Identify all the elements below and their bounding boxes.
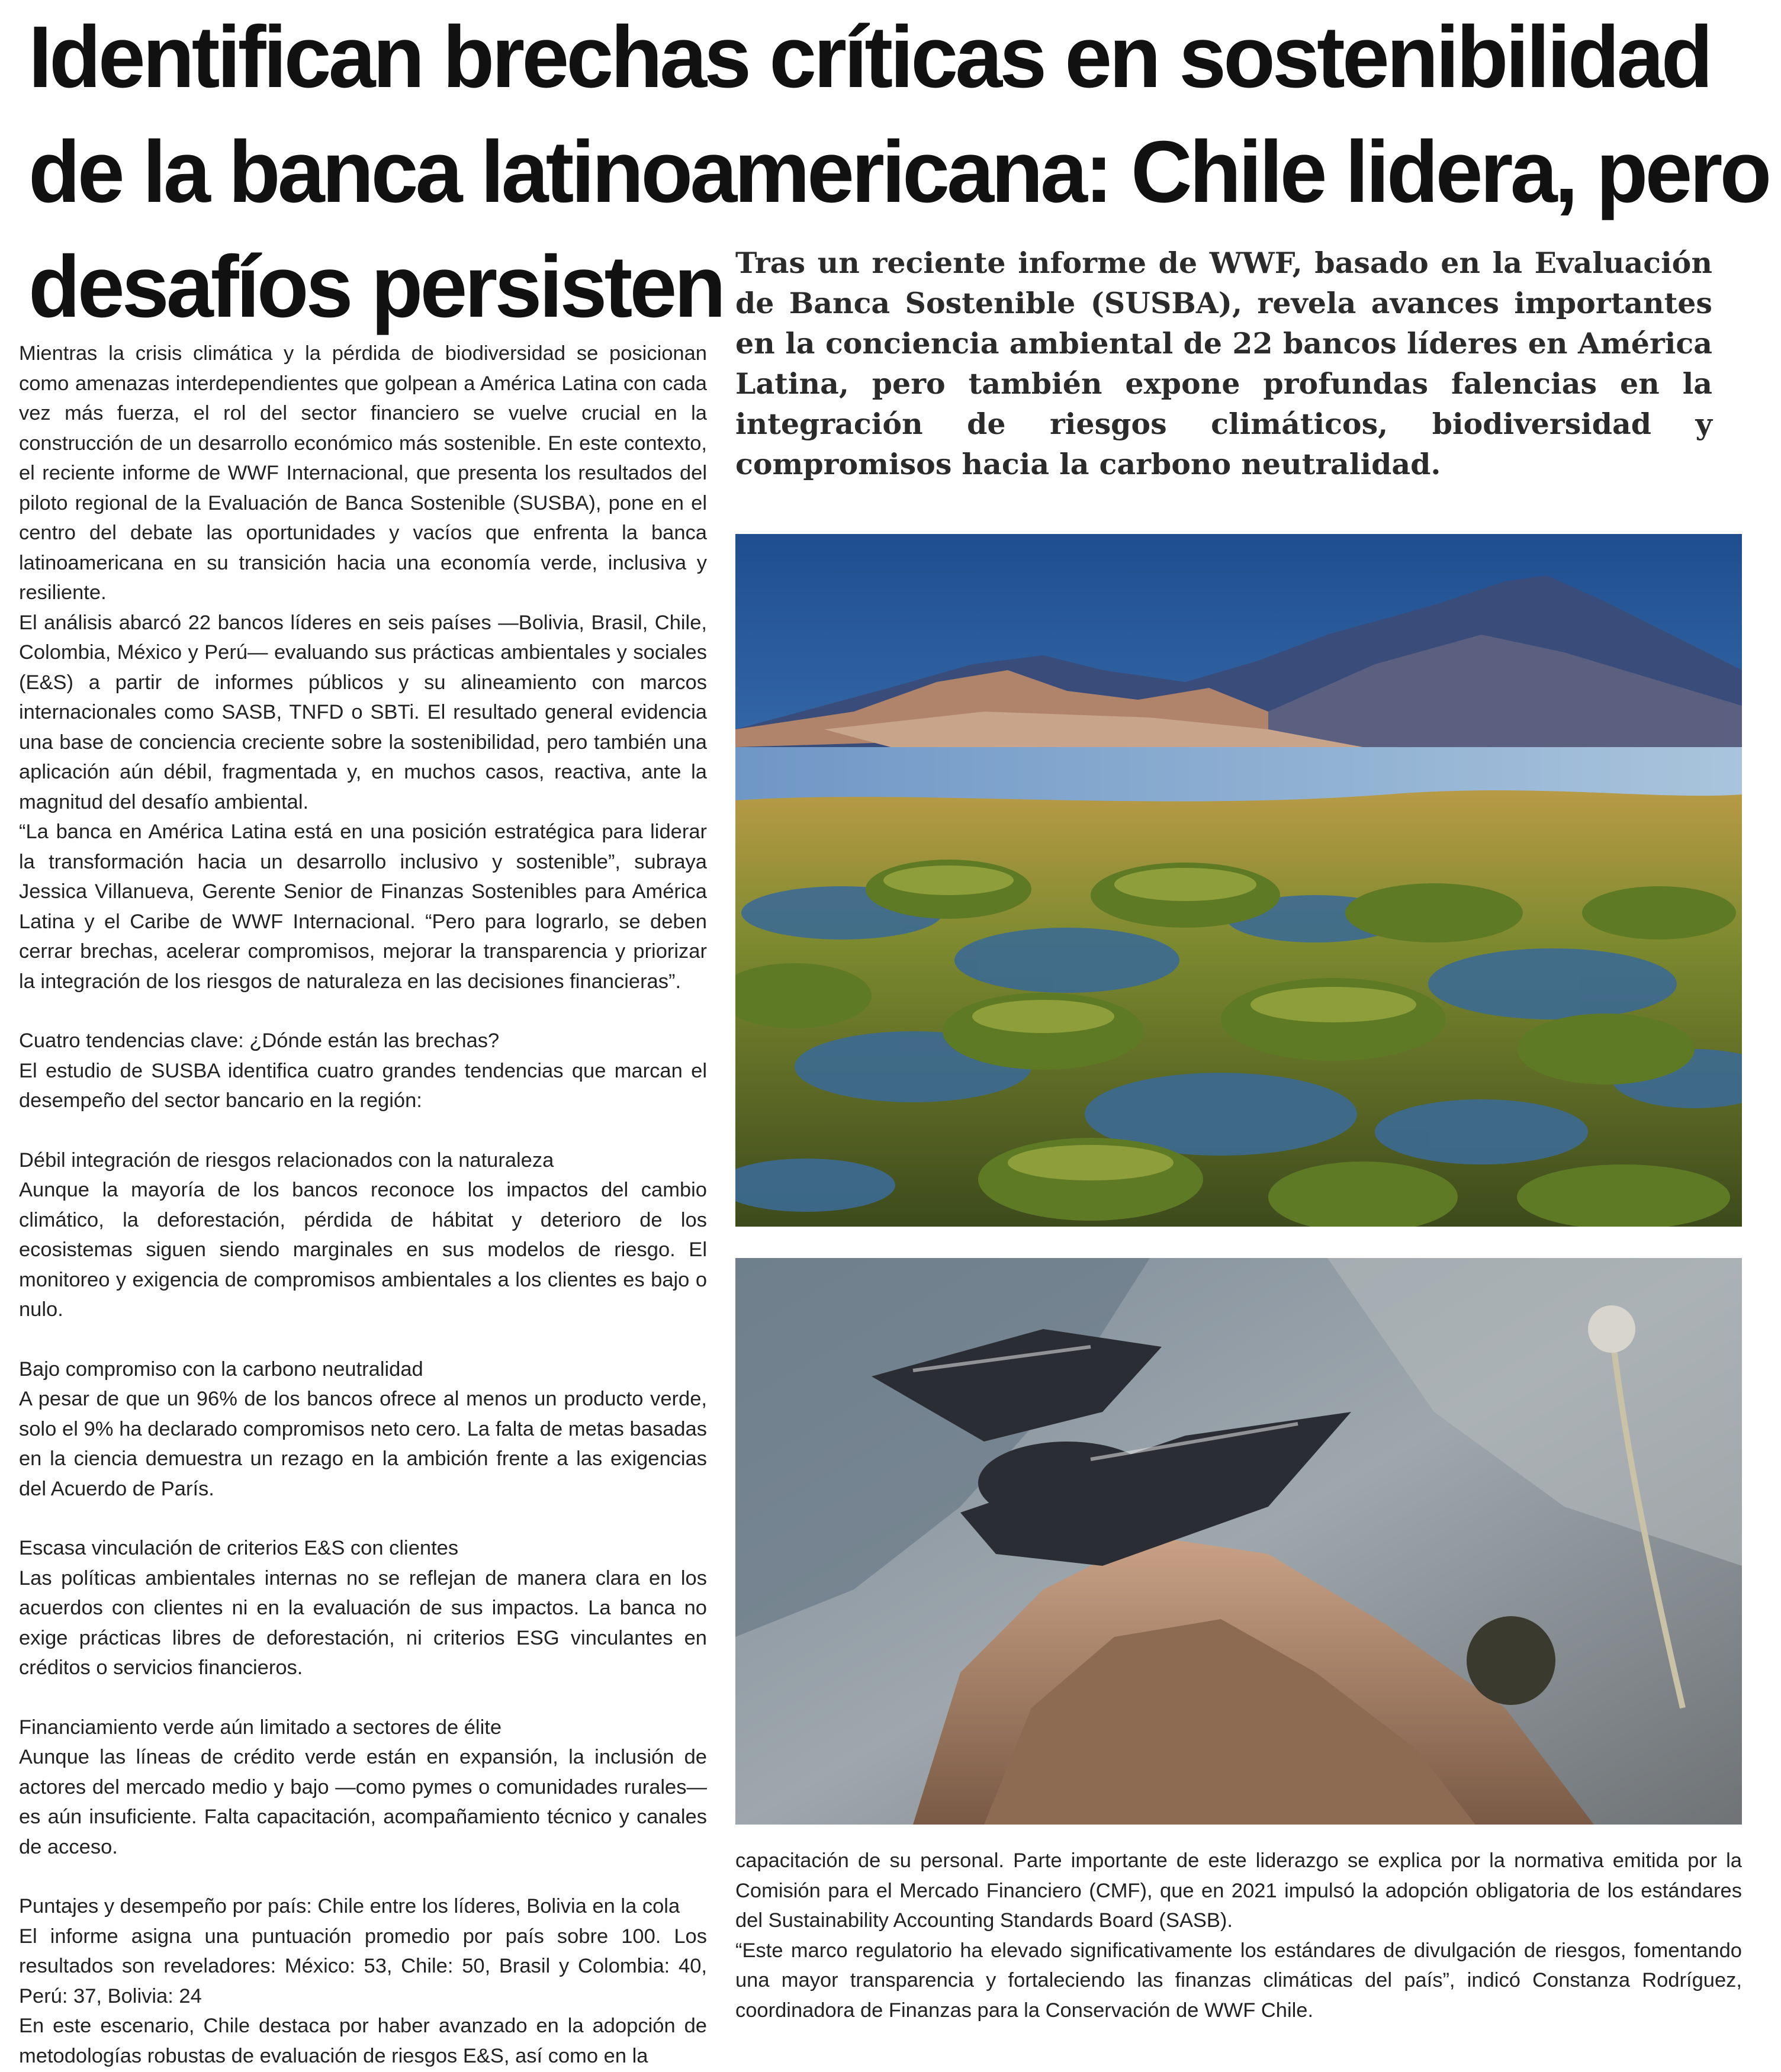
intro-paragraph: Mientras la crisis climática y la pérdida de biodiversidad se posicionan como amenazas interdependientes que golpean a América Latina con cada vez más fuerza, el rol del sector financiero se vuelve crucial en la construcción de un desarrollo económico más sostenible. En este contexto, el reciente informe de WWF Internacional, que presenta los resultados del piloto regional de la Evaluación de Banca Sostenible (SUSBA), pone en el centro del debate las oportunidades y vacíos que enfrenta la banca latinoamericana en su transición hacia una economía verde, inclusiva y resiliente. <box>19 342 707 604</box>
article-lead <box>735 243 1712 484</box>
title-line: de la banca latinoamericana: Chile lidera, pero <box>28 123 1769 221</box>
spacer <box>19 1862 707 1891</box>
lead-text: Tras un reciente informe de WWF, basado en la Evaluación de Banca Sostenible (SUSBA), revela avances importantes en la conciencia ambiental de 22 bancos líderes en América Latina, pero también expone profundas falencias en la integración de riesgos climáticos, biodiversidad y compromisos hacia la carbono neutralidad. <box>735 246 1712 481</box>
trend-body: Aunque la mayoría de los bancos reconoce los impactos del cambio climático, la deforestación, pérdida de hábitat y deterioro de los ecosistemas siguen siendo marginales en sus modelos de riesgo. El monitoreo y exigencia de compromisos ambientales a los clientes es bajo o nulo. <box>19 1179 707 1321</box>
intro-paragraph: “La banca en América Latina está en una posición estratégica para liderar la transformación hacia un desarrollo inclusivo y sostenible”, subraya Jessica Villanueva, Gerente Senior de Finanzas Sostenibles para América Latina y el Caribe de WWF Internacional. “Pero para lograrlo, se deben cerrar brechas, acelerar compromisos, mejorar la transparencia y priorizar la integración de los riesgos de naturaleza en las decisiones financieras”. <box>19 821 707 993</box>
trend-body: A pesar de que un 96% de los bancos ofrece al menos un producto verde, solo el 9% ha declarado compromisos neto cero. La falta de metas basadas en la ciencia demuestra un rezago en la ambición frente a las exigencias del Acuerdo de París. <box>19 1388 707 1500</box>
spacer <box>19 996 707 1026</box>
scores-paragraph: El informe asigna una puntuación promedio por país sobre 100. Los resultados son reveladores: México: 53, Chile: 50, Brasil y Colombia: 40, Perú: 37, Bolivia: 24 <box>19 1925 707 2007</box>
title-line: desafíos persisten <box>28 238 724 336</box>
spacer <box>19 1504 707 1533</box>
intro-paragraph: El análisis abarcó 22 bancos líderes en seis países —Bolivia, Brasil, Chile, Colombia, México y Perú— evaluando sus prácticas ambientales y sociales (E&S) a partir de informes públicos y su alineamiento con marcos internacionales como SASB, TNFD o SBTi. El resultado general evidencia una base de conciencia creciente sobre la sostenibilidad, pero también una aplicación aún débil, fragmentada y, en muchos casos, reactiva, ante la magnitud del desafío ambiental. <box>19 611 707 813</box>
trends-heading: Cuatro tendencias clave: ¿Dónde están las brechas? <box>19 1029 500 1052</box>
spacer <box>19 1325 707 1354</box>
altiplano-wetland-photo <box>735 534 1742 1227</box>
trend-heading: Escasa vinculación de criterios E&S con clientes <box>19 1537 459 1559</box>
scores-heading: Puntajes y desempeño por país: Chile entre los líderes, Bolivia en la cola <box>19 1895 680 1917</box>
continuation-paragraph: capacitación de su personal. Parte importante de este liderazgo se explica por la normativa emitida por la Comisión para el Mercado Financiero (CMF), que en 2021 impulsó la adopción obligatoria de los estándares del Sustainability Accounting Standards Board (SASB). <box>735 1849 1742 1932</box>
condor-illustration <box>735 1258 1742 1825</box>
scores-paragraph: En este escenario, Chile destaca por haber avanzado en la adopción de metodologías robustas de evaluación de riesgos E&S, así como en la <box>19 2015 707 2067</box>
trend-heading: Bajo compromiso con la carbono neutralidad <box>19 1357 423 1381</box>
title-line: Identifican brechas críticas en sostenibilidad <box>28 8 1711 106</box>
trend-body: Las políticas ambientales internas no se reflejan de manera clara en los acuerdos con clientes ni en la evaluación de sus impactos. La banca no exige prácticas libres de deforestación, ni criterios ESG vinculantes en créditos o servicios financieros. <box>19 1566 707 1679</box>
trend-heading: Débil integración de riesgos relacionados con la naturaleza <box>19 1148 554 1172</box>
trend-body: Aunque las líneas de crédito verde están en expansión, la inclusión de actores del mercado medio y bajo —como pymes o comunidades rurales— es aún insuficiente. Falta capacitación, acompañamiento técnico y canales de acceso. <box>19 1746 707 1858</box>
spacer <box>19 1116 707 1146</box>
condor-photo <box>735 1258 1742 1825</box>
left-column <box>19 339 707 2071</box>
trend-heading: Financiamiento verde aún limitado a sectores de élite <box>19 1716 502 1739</box>
spacer <box>19 1683 707 1713</box>
trends-intro: El estudio de SUSBA identifica cuatro grandes tendencias que marcan el desempeño del sector bancario en la región: <box>19 1059 707 1112</box>
right-column-continuation <box>735 1846 1742 2025</box>
altiplano-wetland-illustration <box>735 534 1742 1227</box>
continuation-paragraph: “Este marco regulatorio ha elevado significativamente los estándares de divulgación de riesgos, fomentando una mayor transparencia y fortaleciendo las finanzas climáticas del país”, indicó Constanza Rodríguez, coordinadora de Finanzas para la Conservación de WWF Chile. <box>735 1939 1742 2022</box>
